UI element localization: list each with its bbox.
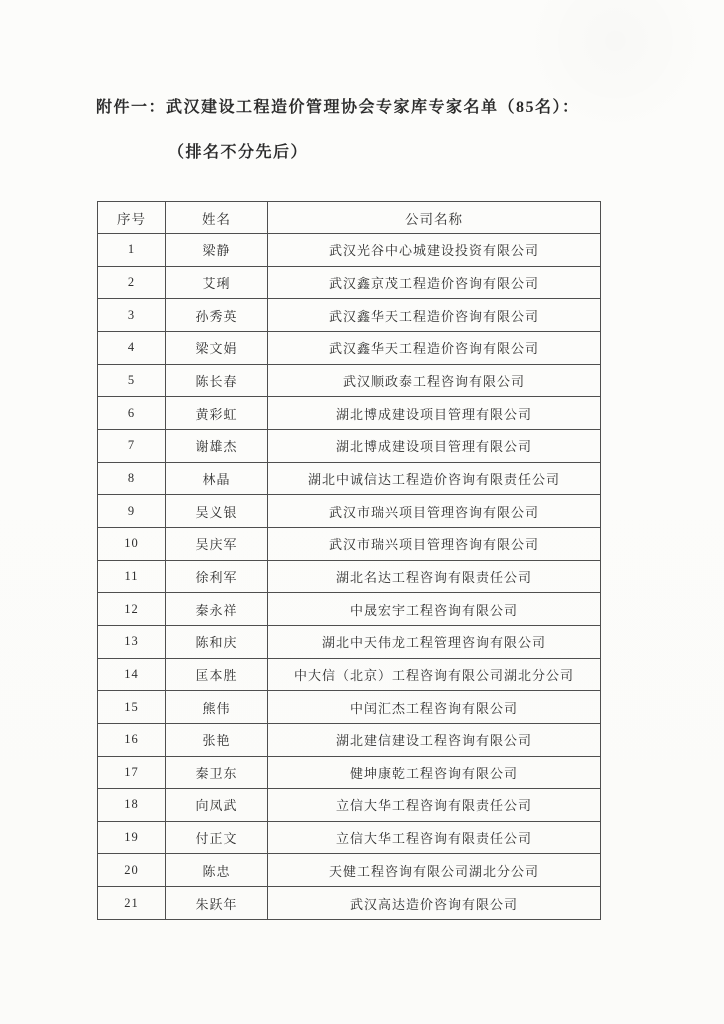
- cell-serial-number: 12: [98, 593, 166, 626]
- table-row: [98, 821, 601, 854]
- cell-expert-name: 林晶: [166, 462, 268, 495]
- cell-expert-name: 梁文娟: [166, 331, 268, 364]
- cell-serial-number: 18: [98, 789, 166, 822]
- cell-company-name: 武汉鑫京茂工程造价咨询有限公司: [268, 266, 601, 299]
- table-row: [98, 625, 601, 658]
- table-row: [98, 495, 601, 528]
- cell-company-name: 湖北中天伟龙工程管理咨询有限公司: [268, 625, 601, 658]
- table-row: [98, 299, 601, 332]
- expert-roster-table: [97, 201, 601, 920]
- cell-expert-name: 艾琍: [166, 266, 268, 299]
- cell-company-name: 湖北建信建设工程咨询有限公司: [268, 723, 601, 756]
- cell-expert-name: 朱跃年: [166, 887, 268, 920]
- table-row: [98, 462, 601, 495]
- cell-company-name: 湖北博成建设项目管理有限公司: [268, 429, 601, 462]
- cell-company-name: 武汉顺政泰工程咨询有限公司: [268, 364, 601, 397]
- cell-serial-number: 2: [98, 266, 166, 299]
- table-row: [98, 854, 601, 887]
- cell-company-name: 立信大华工程咨询有限责任公司: [268, 821, 601, 854]
- cell-expert-name: 梁静: [166, 234, 268, 267]
- cell-company-name: 湖北中诚信达工程造价咨询有限责任公司: [268, 462, 601, 495]
- cell-expert-name: 陈长春: [166, 364, 268, 397]
- cell-company-name: 湖北博成建设项目管理有限公司: [268, 397, 601, 430]
- table-row: [98, 527, 601, 560]
- table-row: [98, 266, 601, 299]
- cell-expert-name: 付正文: [166, 821, 268, 854]
- cell-expert-name: 吴庆军: [166, 527, 268, 560]
- cell-serial-number: 15: [98, 691, 166, 724]
- cell-expert-name: 黄彩虹: [166, 397, 268, 430]
- table-row: [98, 593, 601, 626]
- cell-company-name: 武汉鑫华天工程造价咨询有限公司: [268, 299, 601, 332]
- cell-expert-name: 向凤武: [166, 789, 268, 822]
- cell-expert-name: 陈和庆: [166, 625, 268, 658]
- cell-company-name: 武汉高达造价咨询有限公司: [268, 887, 601, 920]
- cell-company-name: 天健工程咨询有限公司湖北分公司: [268, 854, 601, 887]
- table-row: [98, 658, 601, 691]
- cell-expert-name: 吴义银: [166, 495, 268, 528]
- cell-serial-number: 14: [98, 658, 166, 691]
- cell-company-name: 武汉鑫华天工程造价咨询有限公司: [268, 331, 601, 364]
- table-row: [98, 397, 601, 430]
- column-header-company: 公司名称: [268, 202, 601, 234]
- table-row: [98, 331, 601, 364]
- cell-expert-name: 陈忠: [166, 854, 268, 887]
- cell-expert-name: 匡本胜: [166, 658, 268, 691]
- cell-expert-name: 谢雄杰: [166, 429, 268, 462]
- cell-expert-name: 孙秀英: [166, 299, 268, 332]
- cell-company-name: 武汉市瑞兴项目管理咨询有限公司: [268, 495, 601, 528]
- table-row: [98, 560, 601, 593]
- table-row: [98, 429, 601, 462]
- cell-company-name: 武汉市瑞兴项目管理咨询有限公司: [268, 527, 601, 560]
- cell-serial-number: 16: [98, 723, 166, 756]
- column-header-name: 姓名: [166, 202, 268, 234]
- cell-expert-name: 秦卫东: [166, 756, 268, 789]
- cell-serial-number: 5: [98, 364, 166, 397]
- cell-company-name: 立信大华工程咨询有限责任公司: [268, 789, 601, 822]
- table-row: [98, 756, 601, 789]
- cell-serial-number: 4: [98, 331, 166, 364]
- cell-serial-number: 9: [98, 495, 166, 528]
- table-row: [98, 789, 601, 822]
- cell-serial-number: 8: [98, 462, 166, 495]
- cell-serial-number: 20: [98, 854, 166, 887]
- header-row: [98, 202, 601, 234]
- cell-serial-number: 19: [98, 821, 166, 854]
- cell-serial-number: 6: [98, 397, 166, 430]
- cell-company-name: 武汉光谷中心城建设投资有限公司: [268, 234, 601, 267]
- cell-expert-name: 张艳: [166, 723, 268, 756]
- cell-serial-number: 13: [98, 625, 166, 658]
- table-row: [98, 887, 601, 920]
- cell-serial-number: 21: [98, 887, 166, 920]
- cell-company-name: 中闰汇杰工程咨询有限公司: [268, 691, 601, 724]
- cell-company-name: 湖北名达工程咨询有限责任公司: [268, 560, 601, 593]
- cell-serial-number: 10: [98, 527, 166, 560]
- cell-company-name: 中晟宏宇工程咨询有限公司: [268, 593, 601, 626]
- cell-serial-number: 1: [98, 234, 166, 267]
- table-header: [98, 202, 601, 234]
- cell-company-name: 中大信（北京）工程咨询有限公司湖北分公司: [268, 658, 601, 691]
- cell-serial-number: 17: [98, 756, 166, 789]
- table-row: [98, 364, 601, 397]
- cell-expert-name: 徐利军: [166, 560, 268, 593]
- cell-expert-name: 熊伟: [166, 691, 268, 724]
- title-text: 武汉建设工程造价管理协会专家库专家名单（85名）：: [166, 99, 580, 116]
- table-row: [98, 234, 601, 267]
- cell-expert-name: 秦永祥: [166, 593, 268, 626]
- cell-company-name: 健坤康乾工程咨询有限公司: [268, 756, 601, 789]
- attachment-label: 附件一：: [96, 99, 167, 116]
- table-row: [98, 723, 601, 756]
- cell-serial-number: 11: [98, 560, 166, 593]
- table-body: [98, 234, 601, 920]
- table-row: [98, 691, 601, 724]
- document-title: [96, 94, 580, 117]
- cell-serial-number: 3: [98, 299, 166, 332]
- document-subtitle: （排名不分先后）: [168, 144, 309, 161]
- column-header-no: 序号: [98, 202, 166, 234]
- cell-serial-number: 7: [98, 429, 166, 462]
